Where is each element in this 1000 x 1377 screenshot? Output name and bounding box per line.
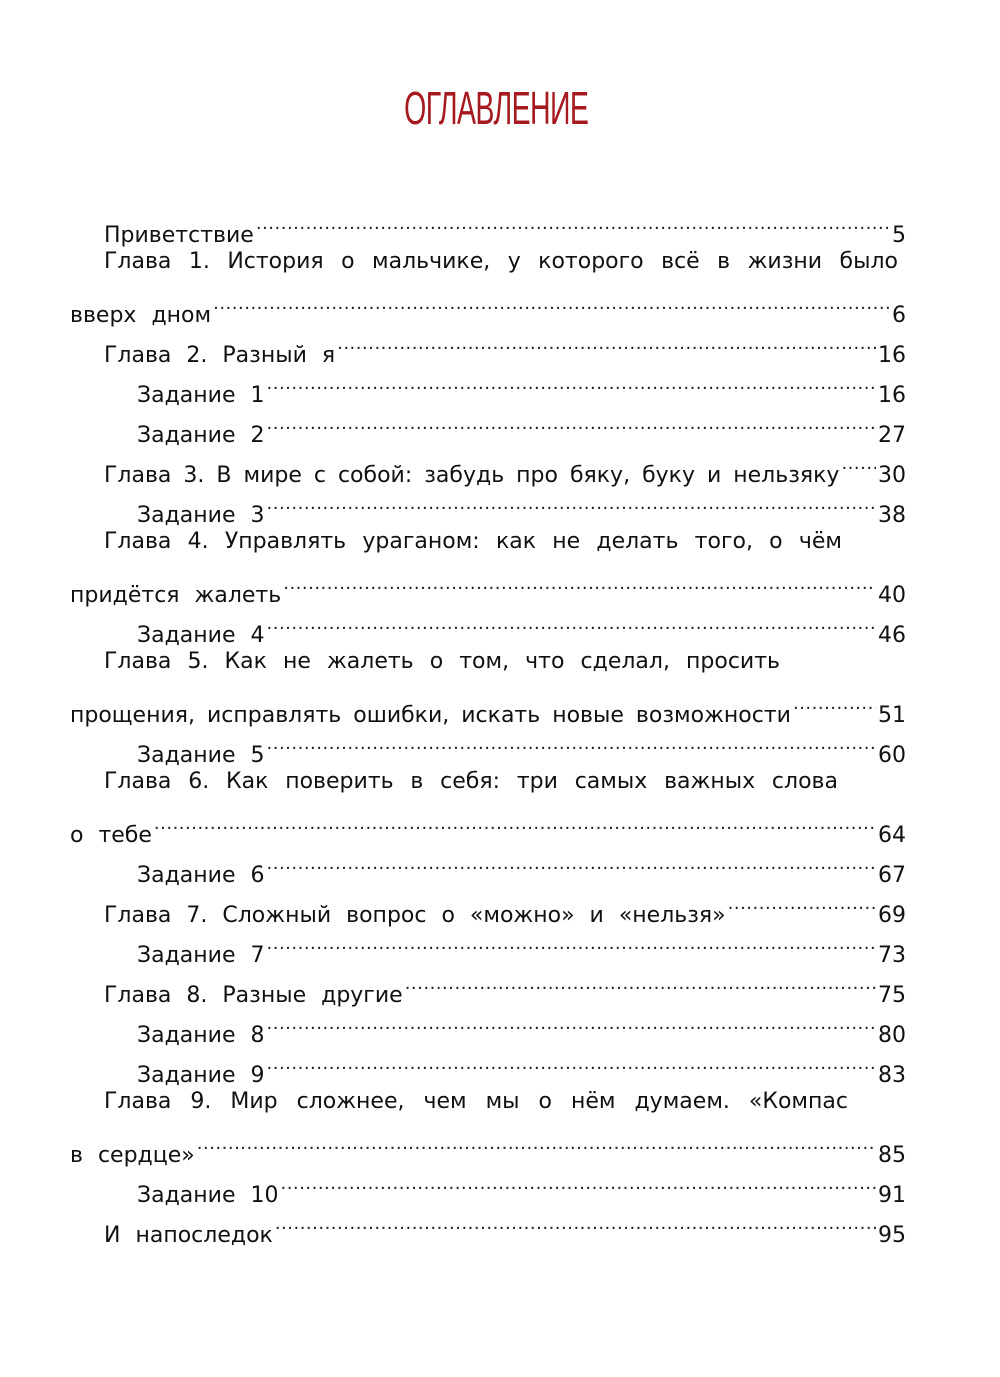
toc-page-number: 40 [878,583,906,608]
toc-page-number: 67 [878,863,906,888]
toc-leader-dots [793,682,876,722]
toc-entry-task-8 [70,1002,906,1048]
toc-leader-dots [213,282,890,322]
toc-entry-text: И напоследок [104,1223,273,1248]
toc-entry-text: Задание 6 [137,863,265,888]
toc-entry-text-line1: Глава 6. Как поверить в себя: три самых важных слова [104,769,838,794]
toc-page-number: 73 [878,943,906,968]
toc-page-number: 80 [878,1023,906,1048]
toc-leader-dots [267,922,877,962]
toc-page-number: 60 [878,743,906,768]
toc-leader-dots [283,562,876,602]
toc-entry-task-6 [70,842,906,888]
toc-leader-dots [267,402,877,442]
toc-entry-text: Приветствие [104,223,254,248]
toc-entry-text: Задание 8 [137,1023,265,1048]
toc-entry-chapter-7 [70,882,906,928]
toc-entry-task-7 [70,922,906,968]
toc-leader-dots [280,1162,876,1202]
toc-leader-dots [405,962,876,1002]
toc-entry-text-line1: Глава 4. Управлять ураганом: как не делать того, о чём [104,529,842,554]
toc-entry-text: Задание 4 [137,623,265,648]
toc-entry-chapter-4 [70,522,906,608]
toc-entry-task-3 [70,482,906,528]
toc-entry-text: Глава 3. В мире с собой: забудь про бяку, буку и нельзяку [104,463,840,488]
toc-leader-dots [197,1122,876,1162]
toc-page-number: 46 [878,623,906,648]
toc-page-number: 75 [878,983,906,1008]
toc-entry-text: Задание 9 [137,1063,265,1088]
toc-page-number: 6 [892,303,906,328]
toc-entry-chapter-1 [70,242,906,328]
toc-leader-dots [267,482,877,522]
toc-page-number: 16 [878,343,906,368]
toc-entry-task-4 [70,602,906,648]
toc-leader-dots [267,1002,877,1042]
toc-page-number: 16 [878,383,906,408]
toc-entry-chapter-6 [70,762,906,848]
toc-entry-text-line1: Глава 9. Мир сложнее, чем мы о нём думаем. «Компас [104,1089,848,1114]
toc-page-number: 64 [878,823,906,848]
toc-entry-chapter-8 [70,962,906,1008]
toc-page-number: 69 [878,903,906,928]
toc-page-number: 95 [878,1223,906,1248]
toc-entry-chapter-3 [70,442,906,488]
toc-entry-text-line2: прощения, исправлять ошибки, искать новые возможности [70,703,791,728]
toc-entry-text-line2: о тебе [70,823,152,848]
toc-entry-text: Глава 8. Разные другие [104,983,403,1008]
toc-entry-task-9 [70,1042,906,1088]
toc-entry-text: Задание 10 [137,1183,279,1208]
toc-page-number: 91 [878,1183,906,1208]
toc-page-number: 85 [878,1143,906,1168]
toc-leader-dots [267,722,877,762]
toc-entry-afterword [70,1202,906,1248]
toc-entry-chapter-2 [70,322,906,368]
toc-entry-text-line1: Глава 5. Как не жалеть о том, что сделал, просить [104,649,780,674]
toc-entry-text: Задание 3 [137,503,265,528]
toc-entry-text: Задание 1 [137,383,265,408]
toc-page-number: 5 [892,223,906,248]
toc-entry-text-line1: Глава 1. История о мальчике, у которого всё в жизни было [104,249,898,274]
toc-entry-text: Глава 7. Сложный вопрос о «можно» и «нельзя» [104,903,726,928]
toc-leader-dots [728,882,876,922]
toc-entry-text-line2: придётся жалеть [70,583,282,608]
toc-entry-task-10 [70,1162,906,1208]
toc-leader-dots [337,322,876,362]
toc-entry-task-1 [70,362,906,408]
toc-entry-greeting [70,202,906,248]
toc-leader-dots [154,802,876,842]
toc-entry-task-2 [70,402,906,448]
toc-entry-chapter-5 [70,642,906,728]
toc-entry-chapter-9 [70,1082,906,1168]
toc-page-number: 38 [878,503,906,528]
toc-leader-dots [267,362,877,402]
toc-page-number: 83 [878,1063,906,1088]
toc-entry-text: Глава 2. Разный я [104,343,336,368]
toc-page-number: 30 [878,463,906,488]
toc-entry-text-line2: в сердце» [70,1143,195,1168]
toc-leader-dots [841,442,876,482]
toc-leader-dots [267,602,877,642]
page-title: ОГЛАВЛЕНИЕ [404,82,589,134]
toc-leader-dots [267,1042,877,1082]
toc-leader-dots [267,842,877,882]
toc-leader-dots [256,202,890,242]
toc-entry-text: Задание 2 [137,423,265,448]
toc-entry-text: Задание 7 [137,943,265,968]
toc-page-number: 51 [878,703,906,728]
toc-entry-task-5 [70,722,906,768]
toc-leader-dots [275,1202,876,1242]
toc-entry-text-line2: вверх дном [70,303,212,328]
toc-entry-text: Задание 5 [137,743,265,768]
toc-page-number: 27 [878,423,906,448]
